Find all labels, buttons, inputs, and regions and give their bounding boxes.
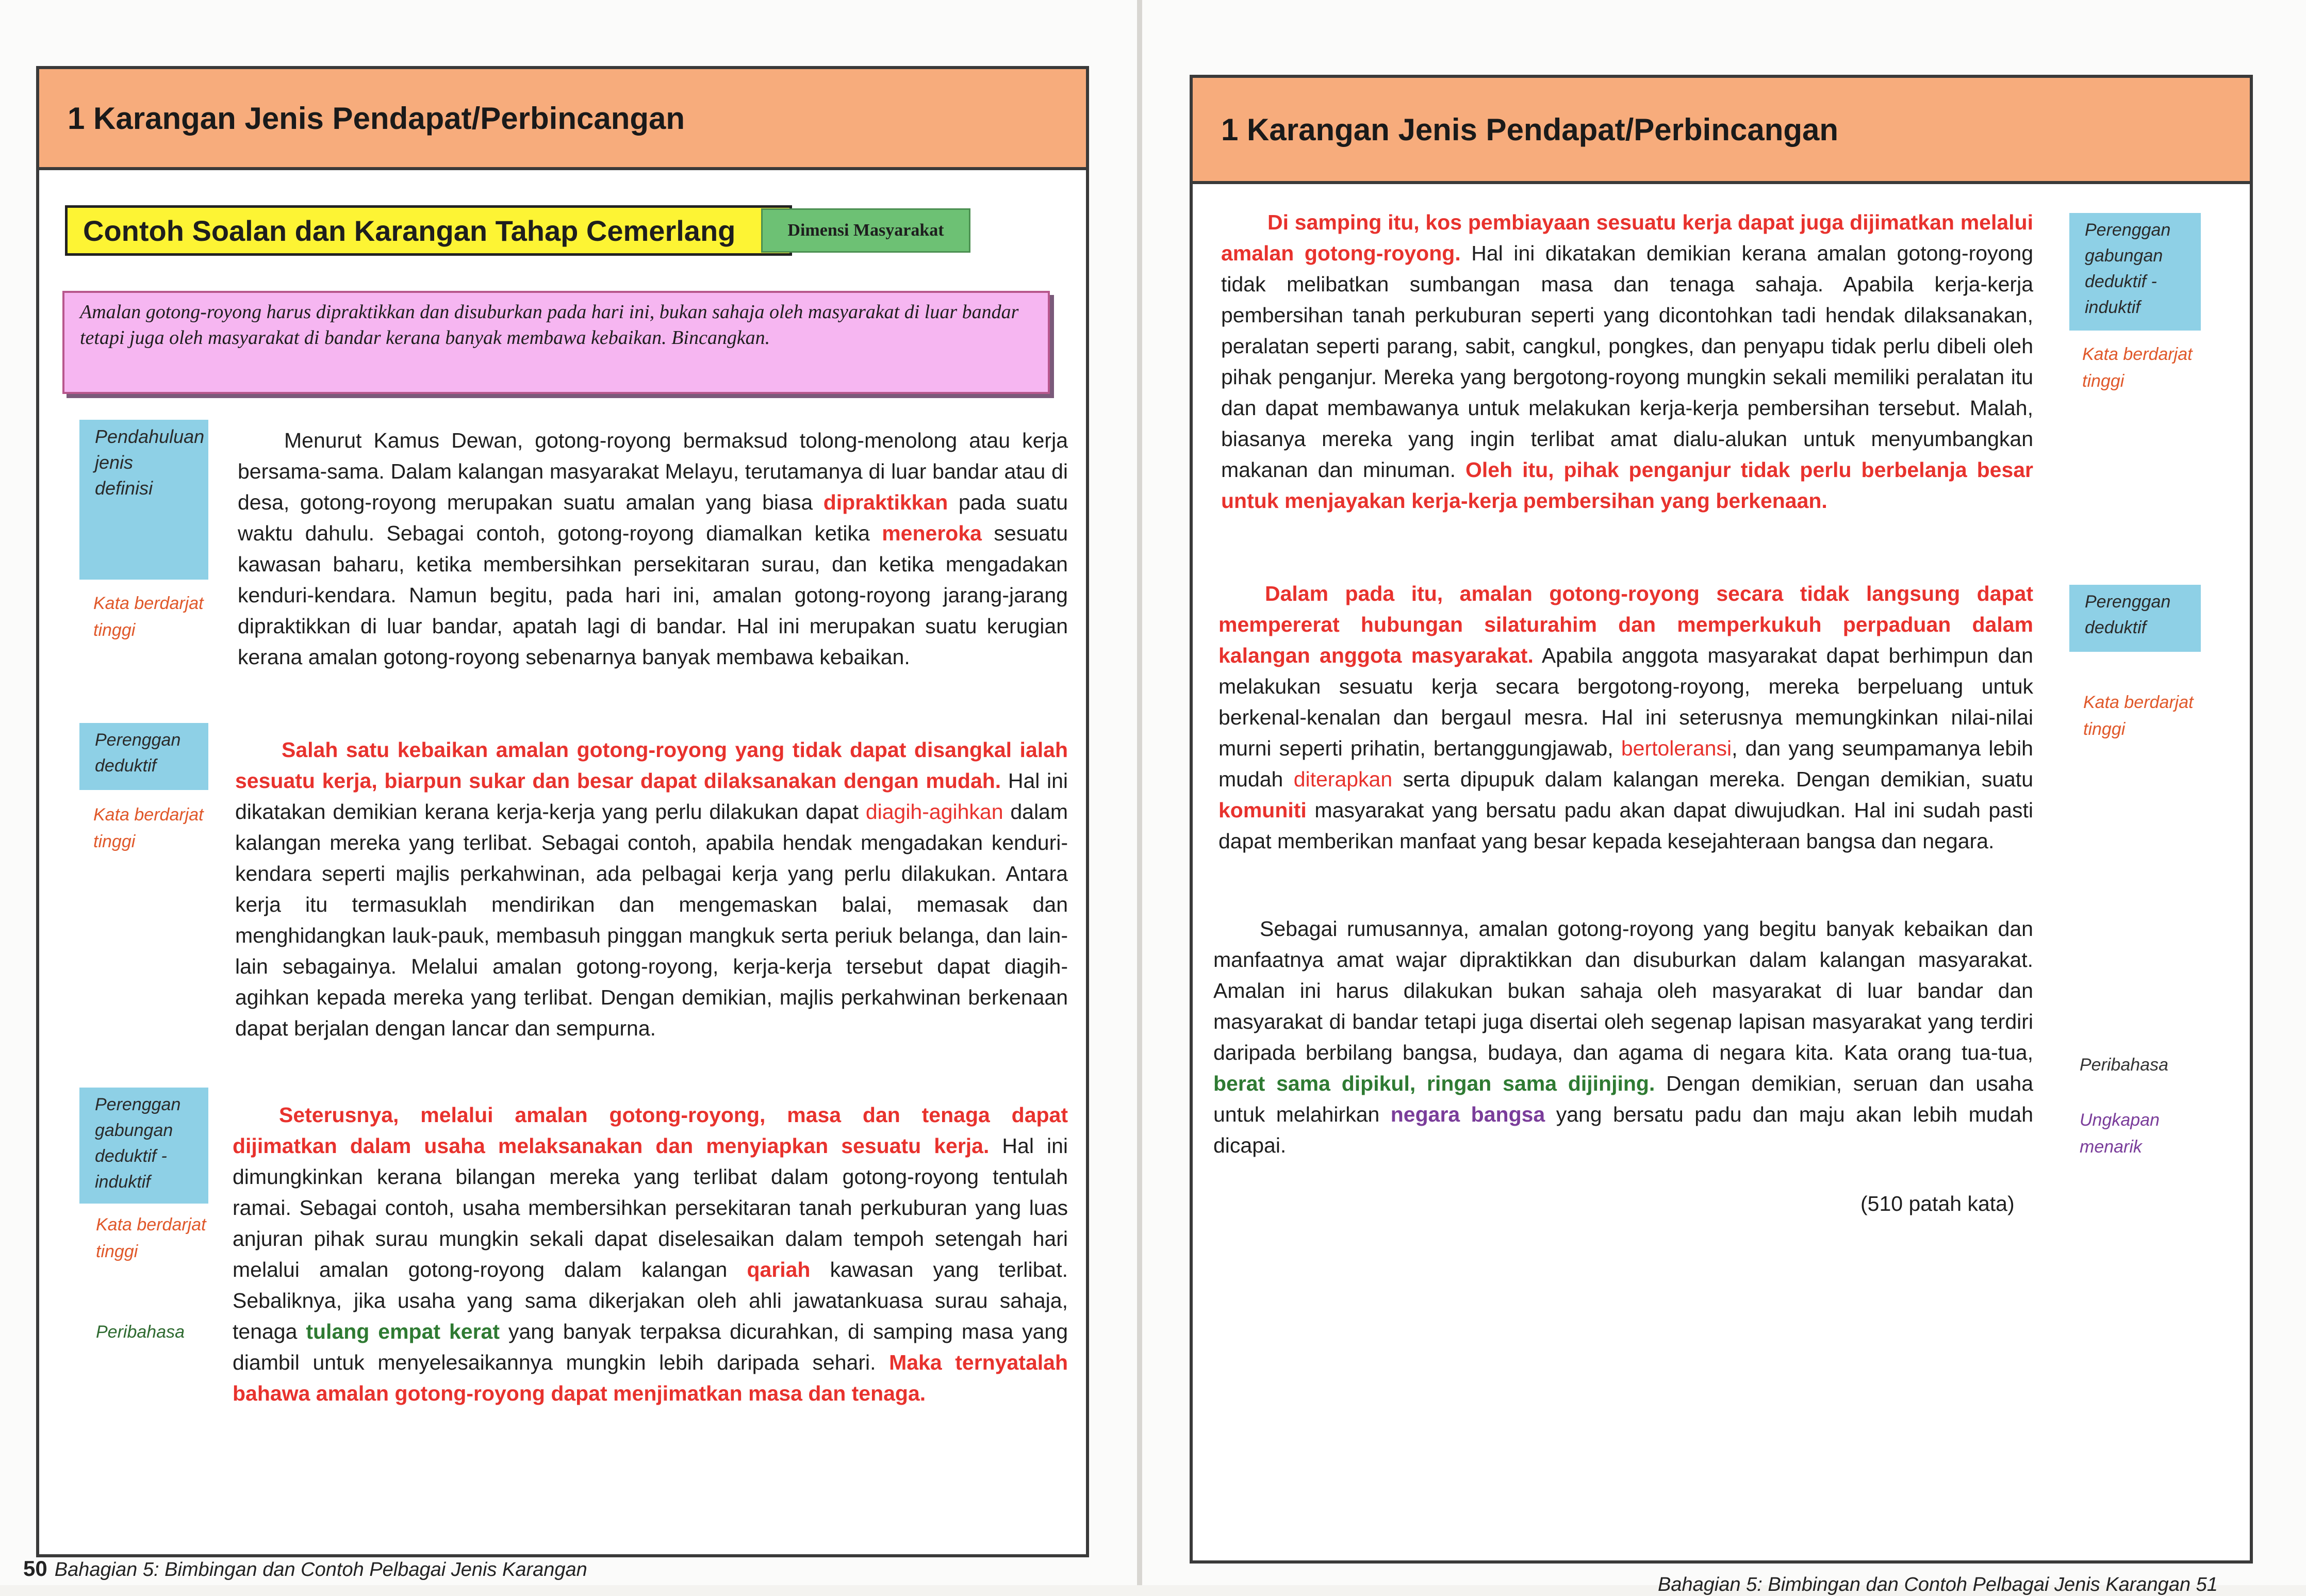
gutter (1137, 0, 1142, 1585)
page-number-left: 50 (23, 1556, 47, 1581)
footer-left (23, 1556, 587, 1581)
note-kata-1: Kata berdarjat tinggi (93, 594, 204, 640)
note-peribahasa-1: Peribahasa (96, 1322, 185, 1342)
right-header-title: 1 Karangan Jenis Pendapat/Perbincangan (1221, 112, 1839, 147)
note-kata-3: Kata berdarjat tinggi (96, 1215, 206, 1261)
note-deduktif: Perenggan deduktif (79, 723, 208, 790)
note-ungkapan: Ungkapan menarik (2080, 1110, 2160, 1157)
paragraph-1: Menurut Kamus Dewan, gotong-royong bermaksud tolong-menolong atau kerja bersama-sama. Dalam kalangan masyarakat Melayu, terutamanya di luar bandar atau di desa, gotong-royong merupakan suatu amalan yang biasa dipraktikkan pada suatu waktu dahulu. Sebagai contoh, gotong-royong diamalkan ketika meneroka sesuatu kawasan baharu, ketika membersihkan persekitaran surau, dan ketika mengadakan kenduri-kendara. Namun begitu, pada hari ini, amalan gotong-royong jarang-jarang dipraktikkan di luar bandar, apatah lagi di bandar. Hal ini merupakan suatu kerugian kerana amalan gotong-royong sebenarnya banyak membawa kebaikan. (238, 429, 1068, 669)
left-page (0, 0, 1137, 1585)
question-box: Amalan gotong-royong harus dipraktikkan dan disuburkan pada hari ini, bukan sahaja oleh masyarakat di luar bandar tetapi juga oleh masyarakat di bandar kerana banyak membawa kebaikan. Bincangkan. (62, 291, 1050, 394)
note-deduktif-r: Perenggan deduktif (2069, 585, 2201, 652)
theme-badge: Dimensi Masyarakat (761, 208, 970, 253)
paragraph-3: Seterusnya, melalui amalan gotong-royong, masa dan tenaga dapat dijimatkan dalam usaha melaksanakan dan menyiapkan sesuatu kerja. Hal ini dimungkinkan kerana bilangan mereka yang terlibat dalam gotong-royong tentulah ramai. Sebagai contoh, usaha membersihkan persekitaran tanah perkuburan yang luas anjuran pihak surau mungkin sekali dapat diselesaikan dalam tempoh setengah hari melalui amalan gotong-royong dalam kalangan qariah kawasan yang terlibat. Sebaliknya, jika usaha yang sama dikerjakan oleh ahli jawatankuasa surau sahaja, tenaga tulang empat kerat yang banyak terpaksa dicurahkan, di samping masa yang diambil untuk menyelesaikannya mungkin lebih daripada sehari. Maka ternyatalah bahawa amalan gotong-royong dapat menjimatkan masa dan tenaga. (233, 1103, 1068, 1405)
paragraph-6: Sebagai rumusannya, amalan gotong-royong yang begitu banyak kebaikan dan manfaatnya amat wajar dipraktikkan dan disuburkan dalam kalangan masyarakat. Amalan ini harus dilakukan bukan sahaja oleh masyarakat di luar bandar dan masyarakat di bandar tetapi juga disertai oleh segenap lapisan masyarakat yang terdiri daripada berbilang bangsa, budaya, dan agama di negara kita. Kata orang tua-tua, berat sama dipikul, ringan sama dijinjing. Dengan demikian, seruan dan usaha untuk melahirkan negara bangsa yang bersatu padu dan maju akan lebih mudah dicapai. (1213, 917, 2033, 1157)
right-frame (1190, 75, 2253, 1564)
footer-left-text: Bahagian 5: Bimbingan dan Contoh Pelbagai Jenis Karangan (54, 1559, 587, 1581)
footer-right: Bahagian 5: Bimbingan dan Contoh Pelbagai Jenis Karangan 51 (1658, 1574, 2218, 1595)
right-page (1142, 0, 2306, 1595)
word-count: (510 patah kata) (1860, 1192, 2015, 1215)
paragraph-4: Di samping itu, kos pembiayaan sesuatu kerja dapat juga dijimatkan melalui amalan gotong-royong. Hal ini dikatakan demikian kerana amalan gotong-royong tidak melibatkan sumbangan masa dan tenaga sahaja. Apabila kerja-kerja pembersihan tanah perkuburan seperti yang dicontohkan tadi hendak dilaksanakan, peralatan seperti parang, sabit, cangkul, pongkes, dan penyapu tidak perlu dibeli oleh pihak penganjur. Mereka yang bergotong-royong mungkin sekali memiliki peralatan itu dan dapat membawanya untuk melakukan kerja-kerja pembersihan tersebut. Malah, biasanya mereka yang ingin terlibat amat dialu-alukan untuk menyumbangkan makanan dan minuman. Oleh itu, pihak penganjur tidak perlu berbelanja besar untuk menjayakan kerja-kerja pembersihan yang berkenaan. (1221, 210, 2034, 513)
left-frame (36, 66, 1089, 1557)
paragraph-2: Salah satu kebaikan amalan gotong-royong yang tidak dapat disangkal ialah sesuatu kerja, biarpun sukar dan besar dapat dilaksanakan dengan mudah. Hal ini dikatakan demikian kerana kerja-kerja yang perlu dilakukan dapat diagih-agihkan dalam kalangan mereka yang terlibat. Sebagai contoh, apabila hendak mengadakan kenduri-kendara seperti majlis perkahwinan, ada pelbagai kerja yang perlu dilakukan. Antara kerja itu termasuklah mendirikan dan mengemaskan balai, memasak dan menghidangkan lauk-pauk, membasuh pinggan mangkuk serta periuk belanga, dan lain-lain sebagainya. Melalui amalan gotong-royong, kerja-kerja tersebut dapat diagih-agihkan kepada mereka yang terlibat. Dengan demikian, majlis perkahwinan berkenaan dapat berjalan dengan lancar dan sempurna. (235, 738, 1068, 1040)
note-gabungan: Perenggan gabungan deduktif - induktif (79, 1088, 208, 1204)
note-gabungan-r: Perenggan gabungan deduktif - induktif (2069, 213, 2201, 331)
right-header (1193, 78, 2250, 184)
note-kata-r2: Kata berdarjat tinggi (2083, 693, 2194, 739)
paragraph-5: Dalam pada itu, amalan gotong-royong secara tidak langsung dapat mempererat hubungan silaturahim dan memperkukuh perpaduan dalam kalangan anggota masyarakat. Apabila anggota masyarakat dapat berhimpun dan melakukan sesuatu kerja secara bergotong-royong, mereka berpeluang untuk berkenal-kenalan dan bergaul mesra. Hal ini seterusnya memungkinkan nilai-nilai murni seperti prihatin, bertanggungjawab, bertoleransi, dan yang seumpamanya lebih mudah diterapkan serta dipupuk dalam kalangan mereka. Dengan demikian, suatu komuniti masyarakat yang bersatu padu akan dapat diwujudkan. Hal ini sudah pasti dapat memberikan manfaat yang besar kepada kesejahteraan bangsa dan negara. (1218, 582, 2034, 853)
left-header (39, 69, 1086, 170)
note-kata-2: Kata berdarjat tinggi (93, 805, 204, 851)
note-peribahasa-r: Peribahasa (2080, 1055, 2169, 1075)
left-header-title: 1 Karangan Jenis Pendapat/Perbincangan (68, 101, 685, 136)
note-kata-r1: Kata berdarjat tinggi (2082, 344, 2193, 391)
section-title: Contoh Soalan dan Karangan Tahap Cemerlang (65, 205, 792, 256)
note-pendahuluan: Pendahuluan jenis definisi (79, 420, 208, 580)
